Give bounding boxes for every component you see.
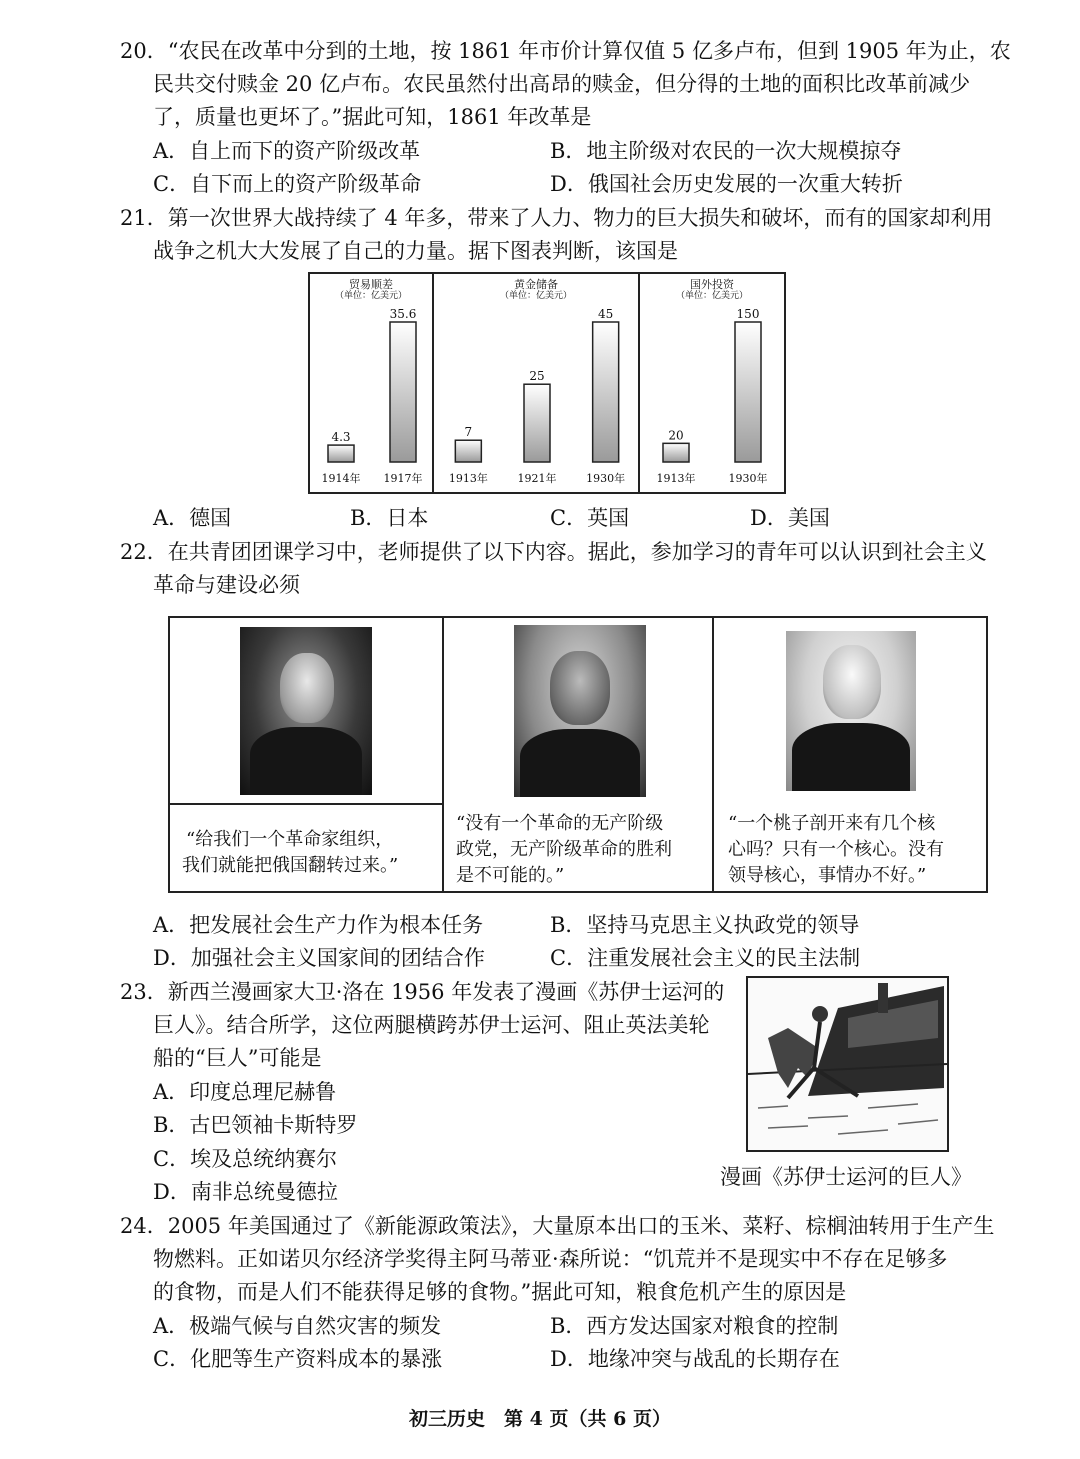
q20-stem-line-2: 民共交付赎金 20 亿卢布。农民虽然付出高昂的赎金，但分得的土地的面积比改革前减少 <box>153 72 971 96</box>
chart-title: 黄金储备 <box>514 278 558 291</box>
quote-lenin-line-2: 我们就能把俄国翻转过来。” <box>182 855 399 876</box>
bar-1917年 <box>390 322 416 462</box>
bar-value-label: 20 <box>668 428 684 443</box>
q20-stem-line-3: 了，质量也更坏了。”据此可知，1861 年改革是 <box>153 105 592 129</box>
caption-divider <box>170 803 442 805</box>
category-tick-label: 1913年 <box>656 472 696 485</box>
q24-option-d: D．地缘冲突与战乱的长期存在 <box>550 1347 840 1371</box>
bar-1930年 <box>593 322 619 462</box>
bar-1914年 <box>328 445 354 462</box>
q21-stem-line-2: 战争之机大大发展了自己的力量。据下图表判断，该国是 <box>153 239 678 263</box>
q22-portrait-table <box>168 616 988 893</box>
q22-stem-line-1: 22．在共青团团课学习中，老师提供了以下内容。据此，参加学习的青年可以认识到社会主义 <box>120 540 987 564</box>
q21-stem-line-1: 21．第一次世界大战持续了 4 年多，带来了人力、物力的巨大损失和破坏，而有的国家却利用 <box>120 206 993 230</box>
category-tick-label: 1921年 <box>517 472 557 485</box>
quote-stalin-line-3: 是不可能的。” <box>456 865 565 886</box>
bar-value-label: 25 <box>529 369 545 384</box>
bar-chart-svg <box>310 274 434 492</box>
portrait-photo-lenin <box>240 627 372 795</box>
q23-option-d: D．南非总统曼德拉 <box>153 1180 338 1204</box>
q24-option-c: C．化肥等生产资料成本的暴涨 <box>153 1347 443 1371</box>
quote-lenin-line-1: “给我们一个革命家组织， <box>186 829 394 850</box>
chart-unit: （单位：亿美元） <box>499 291 572 301</box>
q21-option-c: C．英国 <box>550 506 630 530</box>
bar-value-label: 35.6 <box>389 307 417 321</box>
chart-unit: （单位：亿美元） <box>334 291 407 301</box>
page-footer: 初三历史 第 4 页（共 6 页） <box>409 1408 671 1430</box>
q22-stem-line-2: 革命与建设必须 <box>153 573 300 597</box>
bar-value-label: 45 <box>598 307 614 321</box>
portrait-photo-stalin <box>514 625 646 797</box>
q24-option-a: A．极端气候与自然灾害的频发 <box>153 1314 442 1338</box>
bar-value-label: 7 <box>464 425 473 440</box>
bar-chart-svg <box>640 274 784 492</box>
quote-stalin-line-1: “没有一个革命的无产阶级 <box>456 813 664 834</box>
category-tick-label: 1930年 <box>586 472 626 485</box>
chart-unit: （单位：亿美元） <box>675 291 748 301</box>
q23-stem-line-3: 船的“巨人”可能是 <box>153 1046 322 1070</box>
portrait-column-stalin <box>444 618 714 891</box>
chart-title: 贸易顺差 <box>349 278 393 291</box>
quote-mao-line-1: “一个桃子剖开来有几个核 <box>728 813 936 834</box>
q24-stem-line-2: 物燃料。正如诺贝尔经济学奖得主阿马蒂亚·森所说：“饥荒并不是现实中不存在足够多 <box>153 1247 948 1271</box>
bar-1913年 <box>663 443 689 462</box>
quote-mao-line-3: 领导核心，事情办不好。” <box>728 865 927 886</box>
chart-panel-foreign-investment <box>640 274 784 492</box>
quote-mao-line-2: 心吗？只有一个核心。没有 <box>728 839 944 860</box>
bar-1930年 <box>735 322 761 462</box>
q21-option-b: B．日本 <box>350 506 429 530</box>
q21-option-d: D．美国 <box>750 506 830 530</box>
category-tick-label: 1914年 <box>321 472 361 485</box>
bar-chart-svg <box>434 274 640 492</box>
q20-option-a: A．自上而下的资产阶级改革 <box>153 139 421 163</box>
category-tick-label: 1913年 <box>448 472 488 485</box>
q20-option-d: D．俄国社会历史发展的一次重大转折 <box>550 172 903 196</box>
portrait-photo-mao <box>786 631 916 791</box>
bar-value-label: 4.3 <box>331 430 351 445</box>
suez-giant-cartoon-image <box>746 976 949 1152</box>
cartoon-caption: 漫画《苏伊士运河的巨人》 <box>720 1165 972 1189</box>
category-tick-label: 1930年 <box>728 472 768 485</box>
q22-option-b: B．坚持马克思主义执政党的领导 <box>550 913 860 937</box>
q22-option-c: C．注重发展社会主义的民主法制 <box>550 946 861 970</box>
portrait-column-lenin <box>170 618 444 891</box>
q22-option-a: A．把发展社会生产力作为根本任务 <box>153 913 484 937</box>
bar-1921年 <box>524 384 550 462</box>
q21-option-a: A．德国 <box>153 506 232 530</box>
chart-panel-gold-reserve <box>434 274 640 492</box>
chart-panel-trade-surplus <box>310 274 434 492</box>
quote-stalin-line-2: 政党，无产阶级革命的胜利 <box>456 839 672 860</box>
q24-stem-line-1: 24．2005 年美国通过了《新能源政策法》，大量原本出口的玉米、菜籽、棕榈油转用于生产生 <box>120 1214 995 1238</box>
bar-1913年 <box>455 440 481 462</box>
q24-stem-line-3: 的食物，而是人们不能获得足够的食物。”据此可知，粮食危机产生的原因是 <box>153 1280 847 1304</box>
category-tick-label: 1917年 <box>383 472 423 485</box>
chart-title: 国外投资 <box>690 278 734 291</box>
q23-stem-line-1: 23．新西兰漫画家大卫·洛在 1956 年发表了漫画《苏伊士运河的 <box>120 980 725 1004</box>
q23-stem-line-2: 巨人》。结合所学，这位两腿横跨苏伊士运河、阻止英法美轮 <box>153 1013 710 1037</box>
q23-option-b: B．古巴领袖卡斯特罗 <box>153 1113 358 1137</box>
portrait-column-mao <box>714 618 986 891</box>
q20-option-b: B．地主阶级对农民的一次大规模掠夺 <box>550 139 902 163</box>
q22-option-d: D．加强社会主义国家间的团结合作 <box>153 946 485 970</box>
q21-chart-figure <box>308 272 786 494</box>
q24-option-b: B．西方发达国家对粮食的控制 <box>550 1314 839 1338</box>
bar-value-label: 150 <box>736 307 760 321</box>
q23-option-c: C．埃及总统纳赛尔 <box>153 1147 338 1171</box>
q20-stem-line-1: 20．“农民在改革中分到的土地，按 1861 年市价计算仅值 5 亿多卢布，但到 1905 年为止，农 <box>120 39 1011 63</box>
q20-option-c: C．自下而上的资产阶级革命 <box>153 172 422 196</box>
cartoon-drawing <box>748 978 947 1150</box>
q23-option-a: A．印度总理尼赫鲁 <box>153 1080 337 1104</box>
